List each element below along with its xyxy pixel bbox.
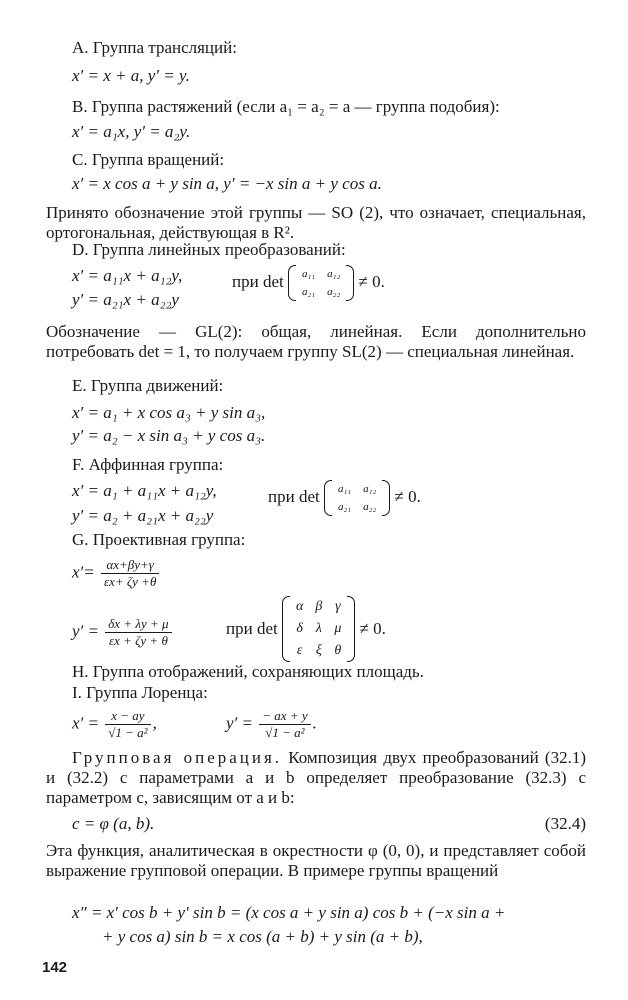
section-d-title: D. Группа линейных преобразований: bbox=[72, 240, 346, 259]
page-body bbox=[46, 0, 586, 1000]
fraction bbox=[101, 557, 159, 590]
section-h-title: H. Группа отображений, сохраняющих площадь. bbox=[72, 662, 424, 681]
section-c-equation: x′ = x cos a + y sin a, y′ = −x sin a + y cos a. bbox=[72, 174, 382, 193]
equation-32-4: c = φ (a, b). bbox=[72, 814, 155, 833]
section-f-equation-2: y′ = a₂ + a₂₁x + a₂₂y bbox=[72, 506, 214, 525]
lhs: x′= bbox=[72, 562, 95, 582]
fraction bbox=[259, 708, 310, 741]
denominator bbox=[105, 724, 150, 741]
lhs: y′ = bbox=[226, 713, 253, 733]
numerator: αx+βy+γ bbox=[106, 557, 154, 572]
section-b-title: B. Группа растяжений (если a₁ = a₂ = a — группа подобия): bbox=[72, 97, 500, 116]
lhs: y′ = bbox=[72, 621, 99, 641]
paragraph-gl2: Обозначение — GL(2): общая, линейная. Если дополнительно потребовать det = 1, то получаем группу SL(2) — специальная линейная. bbox=[46, 322, 586, 361]
section-b-equation: x′ = a₁x, y′ = a₂y. bbox=[72, 122, 191, 141]
matrix-3x3 bbox=[282, 596, 355, 662]
final-equation-line-1: x″ = x′ cos b + y′ sin b = (x cos a + y sin a) cos b + (−x sin a + bbox=[72, 903, 506, 922]
page-number: 142 bbox=[42, 959, 68, 976]
det-condition: ≠ 0. bbox=[359, 619, 386, 638]
matrix-cell: γ bbox=[335, 599, 341, 614]
paragraph-function: Эта функция, аналитическая в окрестности φ (0, 0), и представляет собой выражение групповой операции. В примере группы вращений bbox=[46, 841, 586, 880]
section-a-equation: x′ = x + a, y′ = y. bbox=[72, 66, 190, 85]
denominator bbox=[259, 724, 310, 741]
numerator: δx + λy + μ bbox=[108, 616, 169, 631]
section-f-equation-1: x′ = a₁ + a₁₁x + a₁₂y, bbox=[72, 481, 217, 500]
matrix-cell: a₂₁ bbox=[301, 286, 316, 298]
matrix-cell: θ bbox=[334, 643, 342, 658]
section-i-title: I. Группа Лоренца: bbox=[72, 683, 208, 702]
section-g-x-equation bbox=[72, 557, 161, 590]
section-d-equation-1: x′ = a₁₁x + a₁₂y, bbox=[72, 266, 183, 285]
matrix-2x2 bbox=[288, 265, 354, 301]
sqrt-sign: √ bbox=[108, 725, 116, 740]
matrix-cell: a₂₂ bbox=[327, 286, 341, 298]
matrix-cell: λ bbox=[315, 621, 322, 636]
section-i-y-equation: y′ = $\frac{- ax + y}{\text{√1 − a²}}$ . bbox=[226, 708, 317, 740]
section-a-title: A. Группа трансляций: bbox=[72, 38, 237, 57]
sqrt-sign: √ bbox=[265, 725, 273, 740]
matrix-cell: a₁₂ bbox=[363, 483, 377, 495]
section-i-x-equation: x′ = $\frac{x - ay}{\text{√1 − a²}}$ , bbox=[72, 708, 157, 740]
section-d-determinant bbox=[232, 265, 385, 301]
matrix-cell: ξ bbox=[315, 643, 322, 658]
det-label: при det bbox=[268, 486, 320, 506]
det-label: при det bbox=[232, 271, 284, 291]
denominator: εx + ζy + θ bbox=[105, 632, 171, 649]
numerator: x − ay bbox=[111, 708, 145, 723]
equation-number: (32.4) bbox=[544, 814, 586, 833]
matrix-cell: a₂₂ bbox=[363, 501, 377, 513]
matrix-cell: ε bbox=[296, 643, 303, 658]
matrix-cell: a₁₁ bbox=[301, 268, 316, 280]
section-e-equation-2: y′ = a₂ − x sin a₃ + y cos a₃. bbox=[72, 426, 266, 445]
radicand: 1 − a² bbox=[272, 725, 305, 740]
section-g-y-equation bbox=[72, 616, 174, 649]
section-e-title: E. Группа движений: bbox=[72, 376, 224, 395]
section-e-equation-1: x′ = a₁ + x cos a₃ + y sin a₃, bbox=[72, 403, 266, 422]
matrix-cell: α bbox=[295, 599, 304, 614]
matrix-cell: β bbox=[315, 599, 323, 614]
matrix-cell: a₁₂ bbox=[327, 268, 341, 280]
final-equation-line-2: + y cos a) sin b = x cos (a + b) + y sin (a + b), bbox=[102, 927, 423, 946]
section-d-equation-2: y′ = a₂₁x + a₂₂y bbox=[72, 290, 179, 309]
section-c-title: C. Группа вращений: bbox=[72, 150, 225, 169]
section-g-determinant bbox=[226, 596, 386, 662]
det-condition: ≠ 0. bbox=[394, 486, 421, 506]
paragraph-heading: Групповая операция. bbox=[72, 748, 283, 767]
det-condition: ≠ 0. bbox=[358, 271, 385, 291]
matrix-cell: μ bbox=[334, 621, 342, 636]
matrix-cell: a₁₁ bbox=[337, 483, 352, 495]
paragraph-text: Композиция двух преобразований (32.1) и (32.2) с параметрами a и b определяет преобразование (32.3) с параметром c, зависящим от a и b: bbox=[46, 748, 586, 807]
paragraph-so2: Принято обозначение этой группы — SO (2), что означает, специальная, ортогональная, действующая в R². bbox=[46, 203, 586, 242]
matrix-cell: a₂₁ bbox=[337, 501, 352, 513]
section-g-title: G. Проективная группа: bbox=[72, 530, 246, 549]
radicand: 1 − a² bbox=[115, 725, 148, 740]
section-f-determinant bbox=[268, 480, 421, 516]
det-label: при det bbox=[226, 619, 278, 638]
denominator: εx+ ζy +θ bbox=[101, 573, 159, 590]
lhs: x′ = bbox=[72, 713, 99, 733]
paragraph-group-operation bbox=[46, 748, 586, 808]
numerator: − ax + y bbox=[262, 708, 308, 723]
fraction bbox=[105, 616, 171, 649]
matrix-cell: δ bbox=[296, 621, 303, 636]
matrix-2x2 bbox=[324, 480, 390, 516]
section-f-title: F. Аффинная группа: bbox=[72, 455, 224, 474]
fraction bbox=[105, 708, 150, 741]
